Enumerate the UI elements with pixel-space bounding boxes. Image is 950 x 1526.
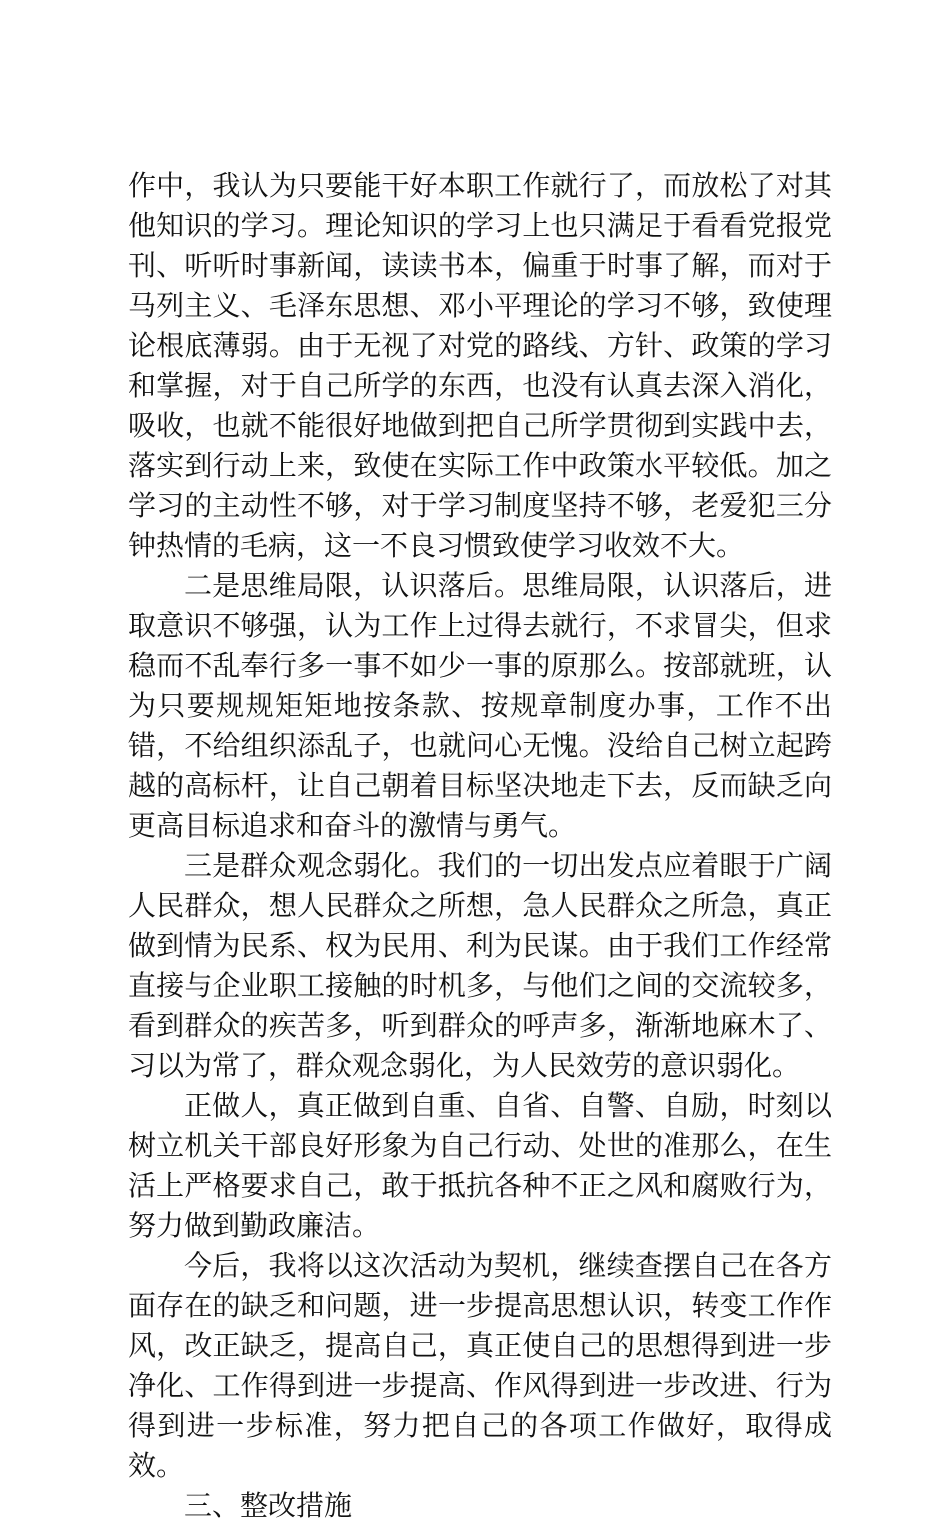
paragraph-conduct: 正做人，真正做到自重、自省、自警、自励，时刻以树立机关干部良好形象为自己行动、处世的准那么，在生活上严格要求自己，敢于抵抗各种不正之风和腐败行为，努力做到勤政廉洁。 — [128, 1089, 832, 1242]
document-body — [128, 166, 832, 1526]
section-heading-rectification: 三、整改措施 — [184, 1489, 353, 1522]
paragraph-future-plan: 今后，我将以这次活动为契机，继续查摆自己在各方面存在的缺乏和问题，进一步提高思想认识，转变工作作风，改正缺乏，提高自己，真正使自己的思想得到进一步净化、工作得到进一步提高、作风得到进一步改进、行为得到进一步标准，努力把自己的各项工作做好，取得成效。 — [128, 1249, 832, 1482]
paragraph-continued: 作中，我认为只要能干好本职工作就行了，而放松了对其他知识的学习。理论知识的学习上也只满足于看看党报党刊、听听时事新闻，读读书本，偏重于时事了解，而对于马列主义、毛泽东思想、邓小平理论的学习不够，致使理论根底薄弱。由于无视了对党的路线、方针、政策的学习和掌握，对于自己所学的东西，也没有认真去深入消化，吸收，也就不能很好地做到把自己所学贯彻到实践中去，落实到行动上来，致使在实际工作中政策水平较低。加之学习的主动性不够，对于学习制度坚持不够，老爱犯三分钟热情的毛病，这一不良习惯致使学习收效不大。 — [128, 169, 832, 562]
paragraph-mass-concept: 三是群众观念弱化。我们的一切出发点应着眼于广阔人民群众，想人民群众之所想，急人民群众之所急，真正做到情为民系、权为民用、利为民谋。由于我们工作经常直接与企业职工接触的时机多，与他们之间的交流较多，看到群众的疾苦多，听到群众的呼声多，渐渐地麻木了、习以为常了，群众观念弱化，为人民效劳的意识弱化。 — [128, 849, 832, 1082]
paragraph-thinking-limits: 二是思维局限，认识落后。思维局限，认识落后，进取意识不够强，认为工作上过得去就行，不求冒尖，但求稳而不乱奉行多一事不如少一事的原那么。按部就班，认为只要规规矩矩地按条款、按规章制度办事，工作不出错，不给组织添乱子，也就问心无愧。没给自己树立起跨越的高标杆，让自己朝着目标坚决地走下去，反而缺乏向更高目标追求和奋斗的激情与勇气。 — [128, 569, 832, 842]
